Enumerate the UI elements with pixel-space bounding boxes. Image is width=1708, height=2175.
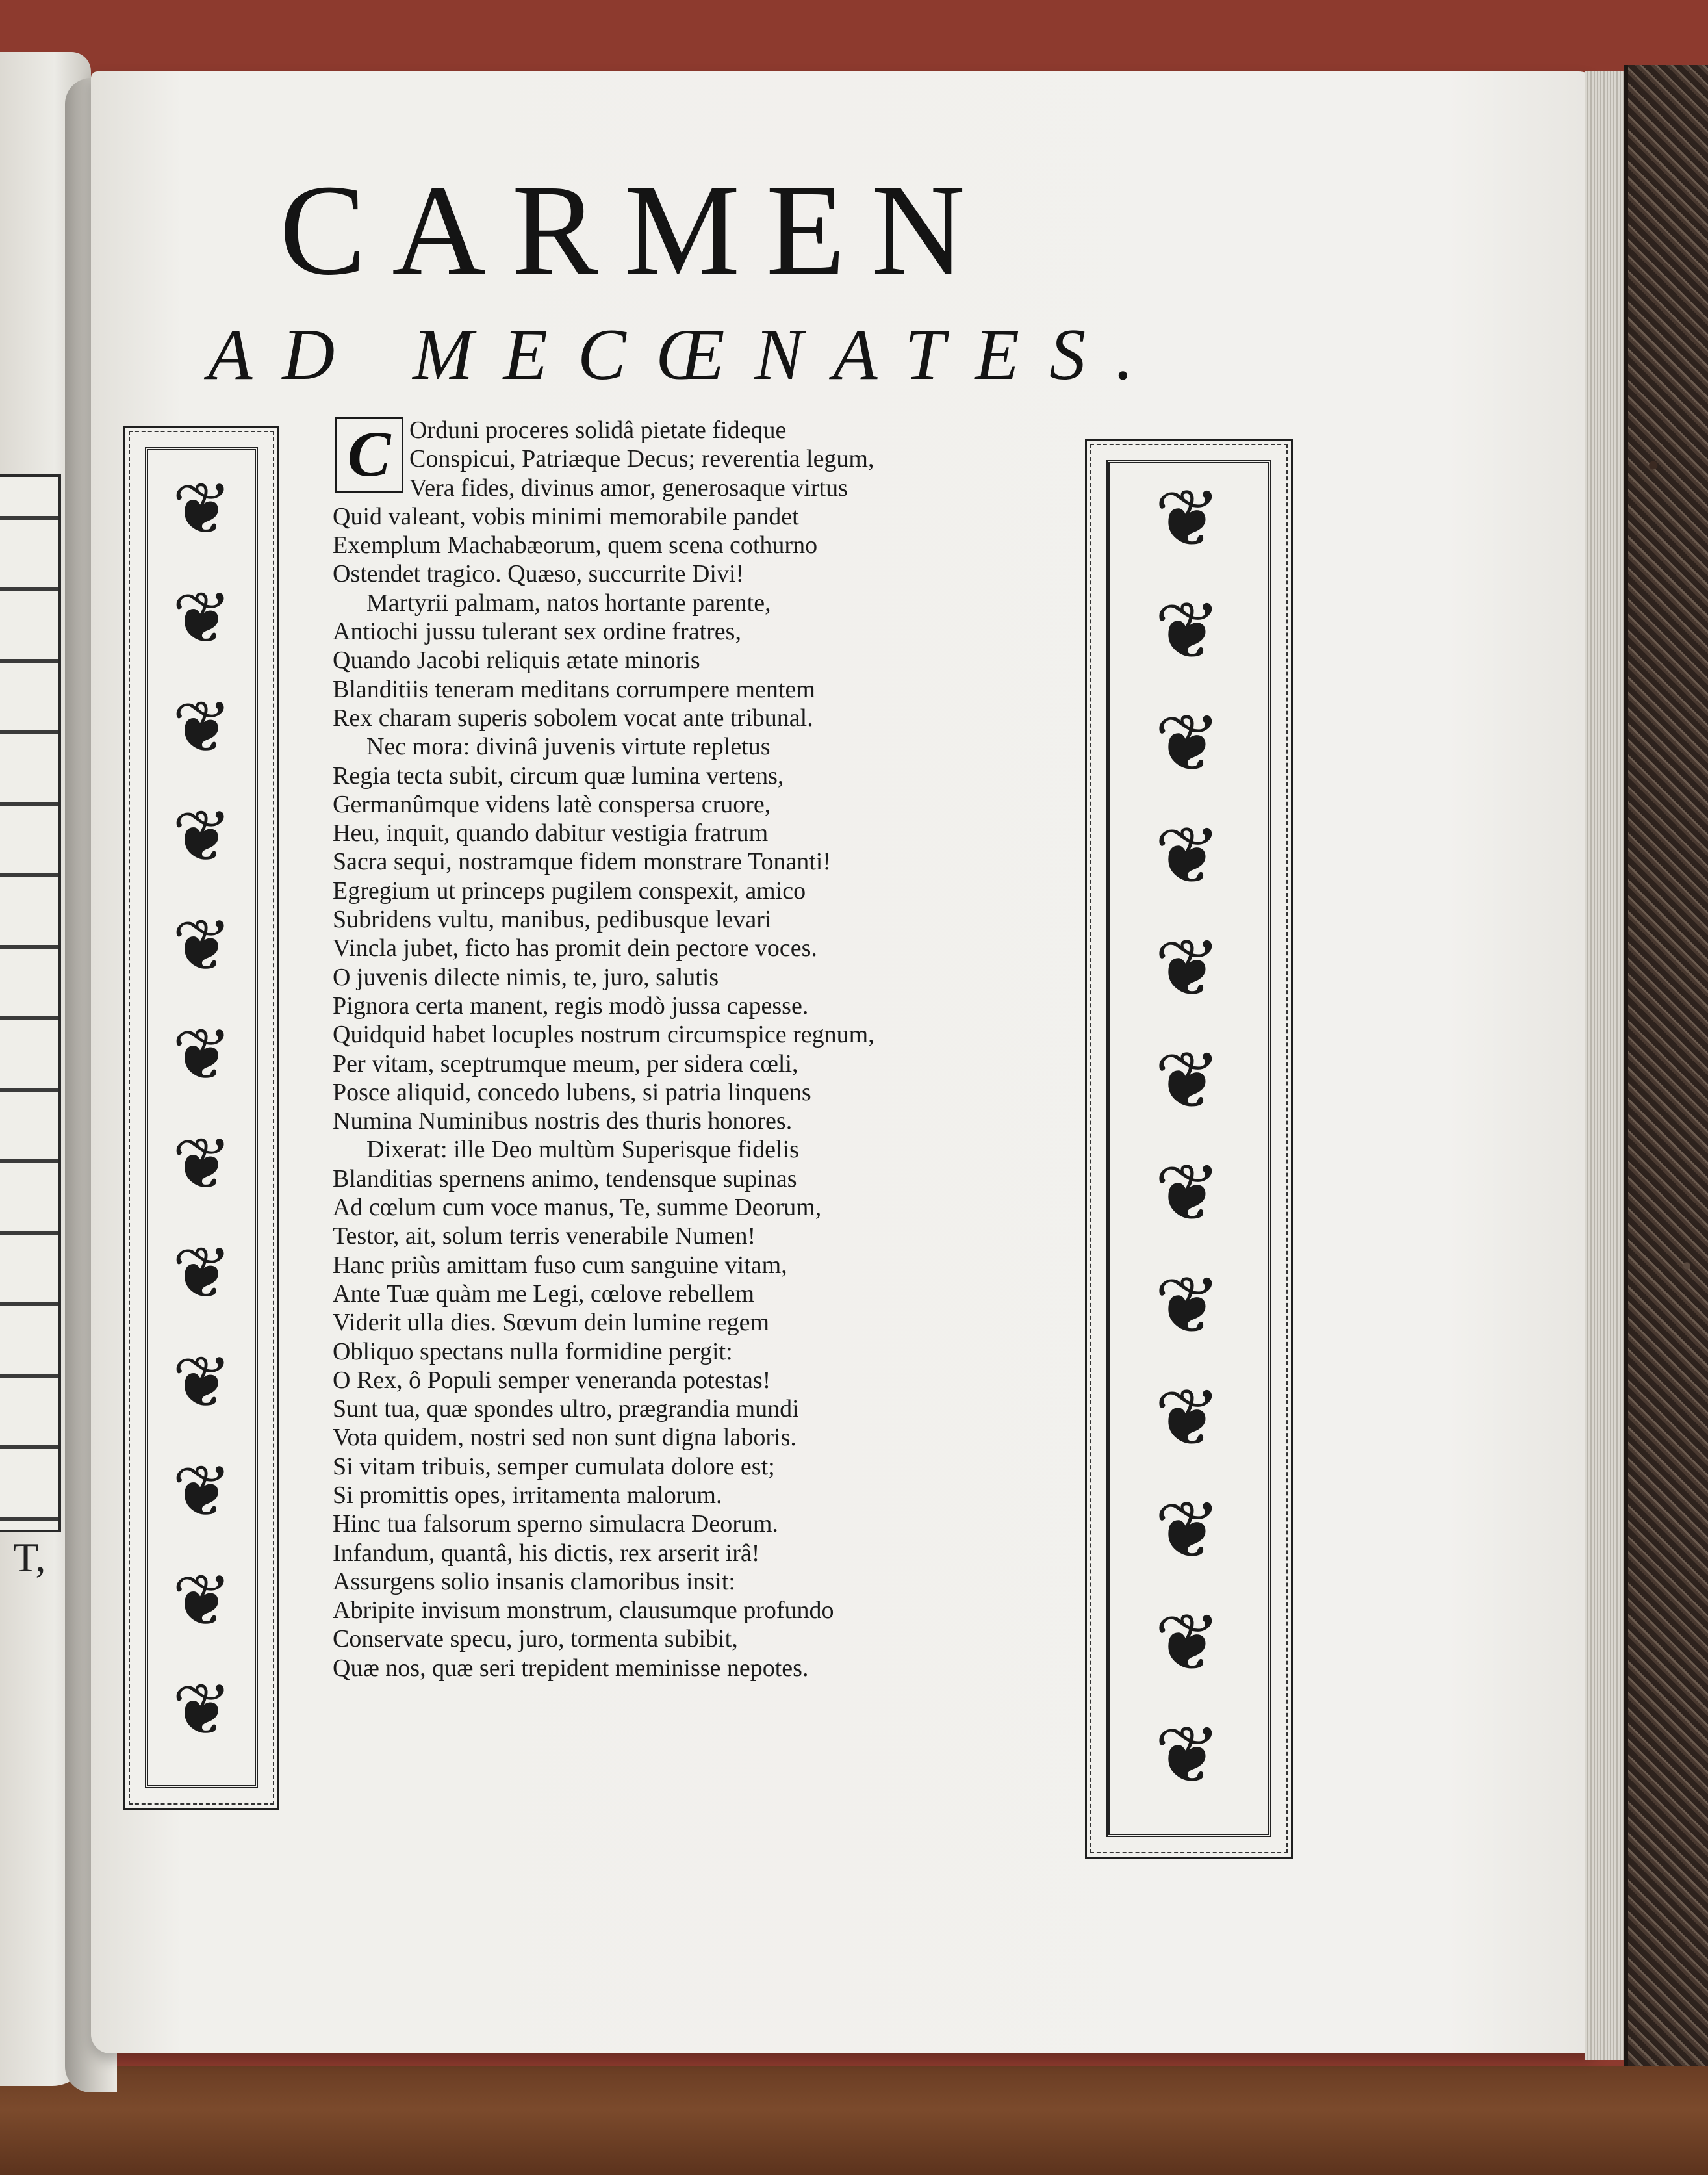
poem-line: O juvenis dilecte nimis, te, juro, salutis	[333, 963, 719, 991]
poem-line: Ante Tuæ quàm me Legi, cœlove rebellem	[333, 1280, 755, 1307]
poem-line: Ostendet tragico. Quæso, succurrite Divi!	[333, 560, 745, 588]
poem-line: Antiochi jussu tulerant sex ordine fratres,	[333, 618, 741, 646]
poem-line: Nec mora: divinâ juvenis virtute repletus	[366, 733, 771, 761]
ornament-tile-icon: ❦	[172, 1341, 233, 1424]
ornament-tile-icon: ❦	[172, 686, 233, 769]
ornament-tile-icon: ❦	[172, 467, 233, 550]
poem-line: Hinc tua falsorum sperno simulacra Deorum.	[333, 1510, 778, 1538]
poem-line: Sunt tua, quæ spondes ultro, prægrandia mundi	[333, 1395, 799, 1423]
poem-line: Egregium ut princeps pugilem conspexit, amico	[333, 877, 806, 905]
ornament-border-left	[123, 426, 279, 1810]
poem-line: Quando Jacobi reliquis ætate minoris	[333, 647, 700, 675]
poem-line: Sacra sequi, nostramque fidem monstrare Tonanti!	[333, 848, 831, 876]
poem-text	[333, 416, 1073, 1682]
poem-line: Dixerat: ille Deo multùm Superisque fidelis	[366, 1136, 799, 1164]
ornament-tile-icon: ❦	[1154, 1147, 1221, 1239]
poem-line: Heu, inquit, quando dabitur vestigia fratrum	[333, 819, 769, 847]
poem-line: Orduni proceres solidâ pietate fideque	[409, 417, 787, 444]
poem-line: Hanc priùs amittam fuso cum sanguine vitam,	[333, 1251, 787, 1279]
poem-line: Vincla jubet, ficto has promit dein pectore voces.	[333, 934, 817, 962]
poem-line: Ad cœlum cum voce manus, Te, summe Deorum,	[333, 1194, 822, 1222]
ornament-tile-icon: ❦	[1154, 1035, 1221, 1127]
poem-line: Subridens vultu, manibus, pedibusque levari	[333, 906, 772, 934]
poem-line: Exemplum Machabæorum, quem scena cothurno	[333, 532, 818, 560]
ornament-tile-icon: ❦	[172, 576, 233, 660]
poem-line: Conspicui, Patriæque Decus; reverentia legum,	[409, 445, 874, 473]
ornament-tile-icon: ❦	[1154, 697, 1221, 790]
page-title: CARMEN	[279, 159, 991, 302]
poem-line: Pignora certa manent, regis modò jussa capesse.	[333, 992, 809, 1020]
table-surface	[0, 2066, 1708, 2175]
poem-line: Martyrii palmam, natos hortante parente,	[366, 589, 771, 617]
ornament-tile-icon: ❦	[1154, 1372, 1221, 1464]
poem-line: Numina Numinibus nostris des thuris honores.	[333, 1107, 793, 1135]
poem-line: Conservate specu, juro, tormenta subibit,	[333, 1625, 738, 1653]
page-edges	[1585, 71, 1624, 2060]
page-subtitle: AD MECŒNATES.	[208, 315, 1164, 395]
ornament-tile-icon: ❦	[172, 1231, 233, 1315]
poem-line: Regia tecta subit, circum quæ lumina vertens,	[333, 762, 784, 790]
ornament-tile-icon: ❦	[1154, 1259, 1221, 1352]
ornament-tile-icon: ❦	[172, 1668, 233, 1751]
poem-line: O Rex, ô Populi semper veneranda potestas!	[333, 1366, 771, 1394]
facing-page-fragment: T,	[13, 1534, 46, 1580]
poem-line: Vera fides, divinus amor, generosaque virtus	[409, 474, 848, 502]
ornament-tile-icon: ❦	[1154, 810, 1221, 902]
ornament-tile-icon: ❦	[1154, 1597, 1221, 1689]
ornament-tile-icon: ❦	[1154, 922, 1221, 1014]
poem-line: Testor, ait, solum terris venerabile Numen!	[333, 1222, 756, 1250]
poem-line: Germanûmque videns latè conspersa cruore,	[333, 790, 771, 818]
poem-line: Infandum, quantâ, his dictis, rex arserit irâ!	[333, 1539, 760, 1567]
ornament-tile-icon: ❦	[172, 1013, 233, 1096]
ornament-tile-icon: ❦	[1154, 472, 1221, 565]
ornament-tile-icon: ❦	[172, 795, 233, 878]
poem-line: Posce aliquid, concedo lubens, si patria linquens	[333, 1078, 811, 1106]
poem-line: Quæ nos, quæ seri trepident meminisse nepotes.	[333, 1654, 809, 1682]
ornament-tile-icon: ❦	[1154, 585, 1221, 677]
drop-cap: C	[335, 417, 403, 493]
ornament-tile-icon: ❦	[1154, 1709, 1221, 1801]
marbled-cover	[1624, 65, 1708, 2066]
facing-page-ornament-border	[0, 474, 61, 1532]
ornament-tile-icon: ❦	[172, 1122, 233, 1205]
ornament-border-right	[1085, 439, 1293, 1859]
poem-line: Si promittis opes, irritamenta malorum.	[333, 1481, 722, 1509]
poem-line: Rex charam superis sobolem vocat ante tribunal.	[333, 704, 813, 732]
poem-line: Quidquid habet locuples nostrum circumspice regnum,	[333, 1021, 874, 1049]
poem-line: Blanditias spernens animo, tendensque supinas	[333, 1165, 797, 1192]
poem-line: Si vitam tribuis, semper cumulata dolore est;	[333, 1452, 775, 1480]
poem-line: Vota quidem, nostri sed non sunt digna laboris.	[333, 1424, 797, 1452]
ornament-tile-icon: ❦	[172, 1450, 233, 1533]
poem-line: Obliquo spectans nulla formidine pergit:	[333, 1337, 733, 1365]
ornament-tile-icon: ❦	[172, 904, 233, 987]
ornament-tile-icon: ❦	[1154, 1484, 1221, 1577]
poem-line: Abripite invisum monstrum, clausumque profundo	[333, 1597, 834, 1625]
poem-line: Quid valeant, vobis minimi memorabile pandet	[333, 502, 799, 530]
ornament-tile-icon: ❦	[172, 1559, 233, 1642]
poem-line: Per vitam, sceptrumque meum, per sidera cœli,	[333, 1049, 798, 1077]
poem-line: Viderit ulla dies. Sœvum dein lumine regem	[333, 1309, 770, 1337]
poem-line: Assurgens solio insanis clamoribus insit:	[333, 1567, 735, 1595]
poem-line: Blanditiis teneram meditans corrumpere mentem	[333, 675, 815, 703]
